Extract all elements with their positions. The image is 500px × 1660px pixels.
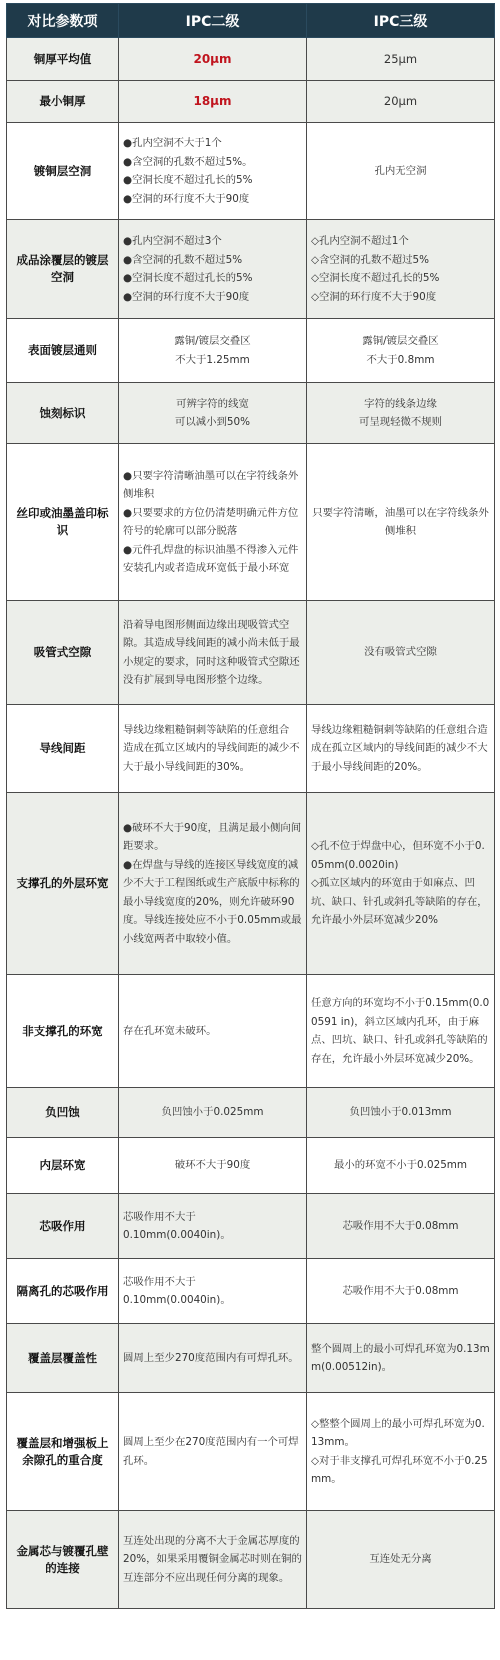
header-ipc-class3: IPC三级	[307, 4, 495, 38]
cell-line: ◇含空洞的孔数不超过5%	[311, 253, 429, 266]
row-label: 成品涂覆层的镀层空洞	[7, 220, 119, 319]
ipc2-value: 破环不大于90度	[119, 1138, 307, 1194]
table-row	[7, 319, 495, 383]
ipc3-value: 最小的环宽不小于0.025mm	[307, 1138, 495, 1194]
ipc3-value: 25μm	[307, 38, 495, 81]
row-label: 吸管式空隙	[7, 601, 119, 705]
ipc2-value	[119, 444, 307, 601]
ipc2-value	[119, 383, 307, 444]
cell-line: ◇空洞长度不超过孔长的5%	[311, 272, 440, 284]
ipc3-value: 负凹蚀小于0.013mm	[307, 1088, 495, 1138]
row-label: 最小铜厚	[7, 81, 119, 123]
cell-line: ●空洞的环行度不大于90度	[123, 192, 250, 205]
cell-line: 可辨字符的线宽	[176, 397, 249, 410]
cell-line: 露铜/镀层交叠区	[174, 335, 251, 347]
cell-line: ●空洞长度不超过孔长的5%	[123, 174, 253, 186]
cell-line: ◇孤立区域内的环宽由于如麻点、凹坑、缺口、针孔或斜孔等缺陷的存在，允许最小外层环宽减少20%	[311, 877, 488, 927]
table-row	[7, 220, 495, 319]
row-label: 蚀刻标识	[7, 383, 119, 444]
header-parameter: 对比参数项	[7, 4, 119, 38]
row-label: 丝印或油墨盖印标识	[7, 444, 119, 601]
cell-line: 可以减小到50%	[174, 416, 251, 428]
cell-line: 露铜/镀层交叠区	[362, 335, 439, 347]
cell-line: ◇孔不位于焊盘中心，但环宽不小于0.05mm(0.0020in)	[311, 840, 485, 871]
table-row	[7, 1088, 495, 1138]
ipc2-value	[119, 1194, 307, 1259]
cell-line: ●空洞长度不超过孔长的5%	[123, 272, 253, 284]
cell-line: ●破环不大于90度，且满足最小侧向间距要求。	[123, 821, 302, 853]
row-label: 隔离孔的芯吸作用	[7, 1259, 119, 1324]
row-label: 覆盖层覆盖性	[7, 1324, 119, 1393]
ipc2-value: 互连处出现的分离不大于金属芯厚度的20%，如果采用覆铜金属芯时则在铜的互连部分不应出现任何分离的现象。	[119, 1511, 307, 1609]
cell-line: ●元件孔焊盘的标识油墨不得渗入元件安装孔内或者造成环宽低于最小环宽	[123, 543, 299, 574]
ipc3-value	[307, 220, 495, 319]
ipc2-value: 负凹蚀小于0.025mm	[119, 1088, 307, 1138]
table-row	[7, 1194, 495, 1259]
ipc2-value	[119, 1259, 307, 1324]
cell-line: ●只要字符清晰油墨可以在字符线条外侧堆积	[123, 469, 299, 500]
table-row	[7, 444, 495, 601]
cell-line: ●孔内空洞不超过3个	[123, 235, 222, 247]
ipc3-value: 只要字符清晰，油墨可以在字符线条外侧堆积	[307, 444, 495, 601]
row-label: 内层环宽	[7, 1138, 119, 1194]
table-row	[7, 975, 495, 1088]
cell-line: ●空洞的环行度不大于90度	[123, 290, 250, 303]
cell-line: 可呈现轻微不规则	[358, 416, 443, 428]
ipc3-value: 互连处无分离	[307, 1511, 495, 1609]
ipc3-value: 孔内无空洞	[307, 123, 495, 220]
cell-line: ◇对于非支撑孔可焊孔环宽不小于0.25mm。	[311, 1454, 488, 1485]
row-label: 芯吸作用	[7, 1194, 119, 1259]
ipc3-value	[307, 383, 495, 444]
cell-line: ●只要要求的方位仍清楚明确元件方位符号的轮廓可以部分脱落	[123, 506, 299, 537]
ipc2-value: 圆周上至少在270度范围内有一个可焊孔环。	[119, 1393, 307, 1511]
ipc3-value: 芯吸作用不大于0.08mm	[307, 1194, 495, 1259]
ipc2-value: 18μm	[119, 81, 307, 123]
ipc2-value	[119, 123, 307, 220]
cell-line: ◇孔内空洞不超过1个	[311, 235, 409, 247]
ipc3-value: 任意方向的环宽均不小于0.15mm(0.00591 in)，斜立区域内孔环，由于麻点、凹坑、缺口、针孔或斜孔等缺陷的存在，允许最小外层环宽减少20%。	[307, 975, 495, 1088]
table-row	[7, 705, 495, 793]
ipc2-value: 导线边缘粗糙铜刺等缺陷的任意组合 造成在孤立区域内的导线间距的减少不大于最小导线间距的30%。	[119, 705, 307, 793]
ipc-comparison-table	[6, 3, 495, 1609]
ipc3-value: 导线边缘粗糙铜刺等缺陷的任意组合造成在孤立区域内的导线间距的减少不大于最小导线间距的20%。	[307, 705, 495, 793]
cell-line: 芯吸作用不大于	[123, 1275, 196, 1288]
cell-line: ●在焊盘与导线的连接区导线宽度的减少不大于工程图纸或生产底版中标称的最小导线宽度的20%，则允许破环90度。导线连接处应不小于0.05mm或最小线宽两者中取较小值。	[123, 858, 302, 945]
table-row	[7, 38, 495, 81]
ipc2-value	[119, 319, 307, 383]
ipc2-value: 存在孔环宽未破环。	[119, 975, 307, 1088]
row-label: 导线间距	[7, 705, 119, 793]
table-row	[7, 1259, 495, 1324]
ipc3-value: 整个圆周上的最小可焊孔环宽为0.13mm(0.00512in)。	[307, 1324, 495, 1393]
header-ipc-class2: IPC二级	[119, 4, 307, 38]
cell-line: ●孔内空洞不大于1个	[123, 137, 222, 149]
comparison-table-container	[6, 3, 494, 1609]
row-label: 覆盖层和增强板上余隙孔的重合度	[7, 1393, 119, 1511]
ipc2-value: 20μm	[119, 38, 307, 81]
row-label: 金属芯与镀覆孔壁的连接	[7, 1511, 119, 1609]
cell-line: 芯吸作用不大于	[123, 1210, 196, 1223]
ipc3-value	[307, 319, 495, 383]
table-row	[7, 1511, 495, 1609]
table-row	[7, 601, 495, 705]
cell-line: 0.10mm(0.0040in)。	[123, 1229, 231, 1241]
table-header-row	[7, 4, 495, 38]
cell-line: ●含空洞的孔数不超过5%。	[123, 155, 253, 168]
ipc3-value: 没有吸管式空隙	[307, 601, 495, 705]
row-label: 支撑孔的外层环宽	[7, 793, 119, 975]
cell-line: 0.10mm(0.0040in)。	[123, 1294, 231, 1306]
table-row	[7, 81, 495, 123]
table-row	[7, 1138, 495, 1194]
ipc2-value: 沿着导电图形侧面边缘出现吸管式空隙。其造成导线间距的减小尚未低于最小规定的要求，同时这种吸管式空隙还没有扩展到导电图形整个边缘。	[119, 601, 307, 705]
table-row	[7, 1393, 495, 1511]
ipc2-value	[119, 793, 307, 975]
table-row	[7, 123, 495, 220]
ipc3-value: 芯吸作用不大于0.08mm	[307, 1259, 495, 1324]
cell-line: 不大于0.8mm	[366, 353, 435, 366]
table-row	[7, 1324, 495, 1393]
row-label: 非支撑孔的环宽	[7, 975, 119, 1088]
ipc3-value	[307, 1393, 495, 1511]
cell-line: 不大于1.25mm	[175, 353, 250, 366]
ipc2-value: 圆周上至少270度范围内有可焊孔环。	[119, 1324, 307, 1393]
ipc3-value: 20μm	[307, 81, 495, 123]
cell-line: ◇空洞的环行度不大于90度	[311, 290, 437, 303]
cell-line: 字符的线条边缘	[364, 397, 437, 410]
ipc2-value	[119, 220, 307, 319]
cell-line: ●含空洞的孔数不超过5%	[123, 253, 243, 266]
row-label: 铜厚平均值	[7, 38, 119, 81]
table-row	[7, 383, 495, 444]
row-label: 镀铜层空洞	[7, 123, 119, 220]
row-label: 表面镀层通则	[7, 319, 119, 383]
cell-line: ◇整整个圆周上的最小可焊孔环宽为0.13mm。	[311, 1417, 485, 1448]
ipc3-value	[307, 793, 495, 975]
row-label: 负凹蚀	[7, 1088, 119, 1138]
table-row	[7, 793, 495, 975]
